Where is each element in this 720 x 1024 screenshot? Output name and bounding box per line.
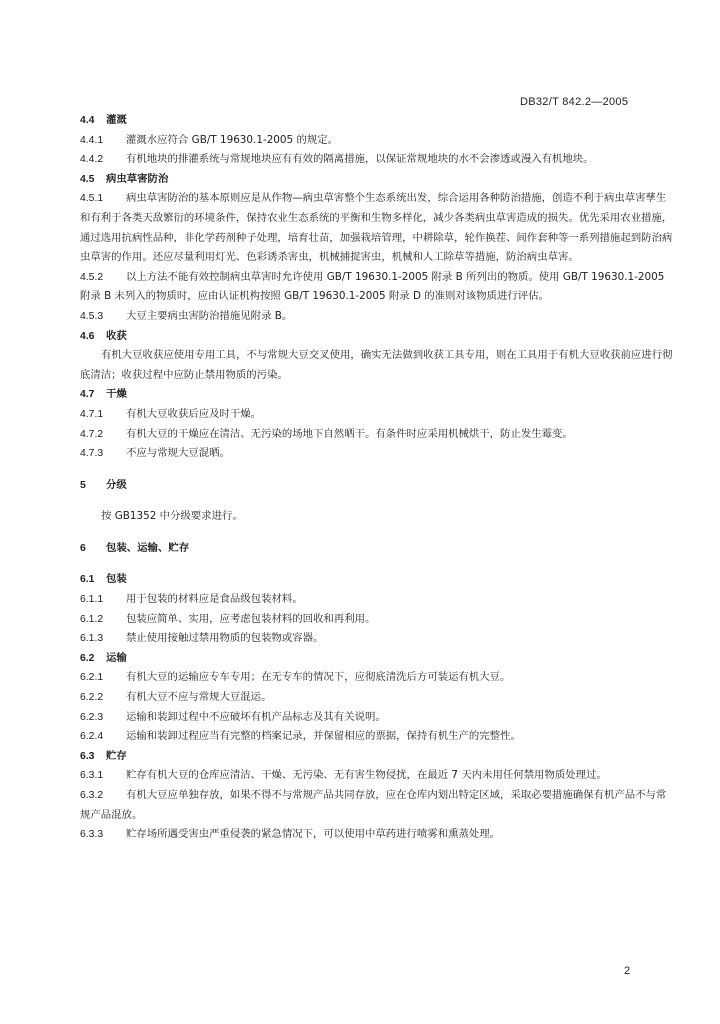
clause: [80, 786, 674, 825]
clause: [80, 590, 674, 610]
clause: [80, 629, 674, 649]
clause-number: 4.7.2: [80, 428, 104, 440]
clause-number: 4.5.2: [80, 271, 104, 283]
document-body: [80, 111, 674, 845]
clause-number: 6.1.1: [80, 594, 104, 606]
paragraph: 有机大豆收获应使用专用工具，不与常规大豆交叉使用，确实无法做到收获工具专用，则在工具用于有机大豆收获前应进行彻底清洁；收获过程中应防止禁用物质的污染。: [80, 349, 673, 381]
spacer: [80, 495, 674, 507]
section-title: 分级: [106, 478, 127, 491]
clause: [80, 131, 674, 151]
section-title: 包装: [106, 573, 127, 586]
clause-number: 4.4.2: [80, 154, 104, 166]
section-title: 干燥: [106, 388, 127, 401]
clause-number: 4.7.3: [80, 448, 104, 460]
clause: [80, 727, 674, 747]
clause-number: 6.2.1: [80, 672, 104, 684]
clause: [80, 425, 674, 445]
clause-text: 有机大豆的运输应专车专用；在无专车的情况下，应彻底清洗后方可装运有机大豆。: [126, 671, 511, 684]
clause: [80, 610, 674, 630]
clause: [80, 405, 674, 425]
section-heading: [80, 385, 674, 405]
clause: [80, 688, 674, 708]
clause: [80, 668, 674, 688]
clause-text: 用于包装的材料应是食品级包装材料。: [126, 593, 303, 606]
clause-text: 有机大豆的干燥应在清洁、无污染的场地下自然晒干。有条件时应采用机械烘干，防止发生霉变。: [126, 427, 573, 440]
clause-text: 不应与常规大豆混晒。: [126, 447, 230, 460]
clause-text: 有机大豆不应与常规大豆混运。: [126, 691, 272, 704]
clause: [80, 766, 674, 786]
section-title: 运输: [106, 651, 127, 664]
section-heading: [80, 476, 674, 496]
section-heading: [80, 327, 674, 347]
page-number: 2: [624, 965, 631, 977]
clause-number: 6.2.3: [80, 711, 104, 723]
clause-number: 4.7: [80, 389, 95, 401]
section-heading: [80, 649, 674, 669]
clause-text: 包装应简单、实用，应考虑包装材料的回收和再利用。: [126, 612, 376, 625]
spacer: [80, 527, 674, 539]
section-heading: [80, 170, 674, 190]
clause-text: 贮存有机大豆的仓库应清洁、干燥、无污染、无有害生物侵扰，在最近 7 天内未用任何禁用物质处理过。: [126, 769, 607, 782]
clause-number: 6.2: [80, 652, 95, 664]
section-title: 贮存: [106, 749, 127, 762]
clause-number: 4.5.1: [80, 193, 104, 205]
clause-text: 有机大豆应单独存放，如果不得不与常规产品共同存放，应在仓库内划出特定区域，采取必要措施确保有机产品不与常规产品混放。: [80, 789, 667, 821]
clause-number: 5: [80, 479, 86, 491]
section-heading: [80, 747, 674, 767]
spacer: [80, 558, 674, 570]
clause-text: 有机大豆收获后应及时干燥。: [126, 407, 262, 420]
clause-number: 6: [80, 542, 86, 554]
clause: [80, 268, 674, 307]
clause-number: 6.1: [80, 574, 95, 586]
clause-number: 6.3.3: [80, 829, 104, 841]
section-title: 病虫草害防治: [106, 172, 169, 185]
clause-number: 4.4.1: [80, 134, 104, 146]
clause-text: 以上方法不能有效控制病虫草害时允许使用 GB/T 19630.1-2005 附录 B 所列出的物质。使用 GB/T 19630.1-2005 附录 B 未列入的物质时，应由认证机构按照 GB/T 19630.1-2005 附录 D 的准则对该物质进行评估。: [80, 270, 665, 303]
clause-number: 6.3.2: [80, 790, 104, 801]
clause-text: 大豆主要病虫害防治措施见附录 B。: [126, 309, 293, 322]
clause: [80, 708, 674, 728]
section-title: 包装、运输、贮存: [106, 541, 190, 554]
clause-number: 4.6: [80, 330, 95, 342]
clause: [80, 825, 674, 845]
clause-number: 4.5.3: [80, 310, 104, 322]
clause-number: 4.5: [80, 173, 95, 185]
clause-number: 6.2.4: [80, 731, 104, 743]
clause-number: 6.3: [80, 750, 95, 762]
paragraph: 按 GB1352 中分级要求进行。: [101, 510, 243, 523]
clause-number: 6.2.2: [80, 692, 104, 704]
section-title: 灌溉: [106, 114, 127, 126]
clause-text: 病虫草害防治的基本原则应是从作物—病虫草害整个生态系统出发，综合运用各种防治措施，创造不利于病虫草害孳生和有利于各类天敌繁衍的环境条件，保持农业生态系统的平衡和生物多样化，减少各类病虫草害造成的损失。优先采用农业措施，通过选用抗病性品种，非化学药剂种子处理，培育壮苗，加强栽培管理，中耕除草，轮作换茬、间作套种等一系列措施起到防治病虫草害的作用。还应尽量利用灯光、色彩诱杀害虫，机械捕捉害虫，机械和人工除草等措施，防治病虫草害。: [80, 192, 673, 264]
clause: [80, 444, 674, 464]
clause-text: 禁止使用接触过禁用物质的包装物或容器。: [126, 632, 324, 645]
clause: [80, 150, 674, 170]
clause-text: 有机地块的排灌系统与常规地块应有有效的隔离措施，以保证常规地块的水不会渗透或漫入有机地块。: [126, 153, 594, 166]
clause-text: 贮存场所遇受害虫严重侵袭的紧急情况下，可以使用中草药进行喷雾和熏蒸处理。: [126, 828, 501, 841]
section-heading: [80, 111, 674, 131]
spacer: [80, 464, 674, 476]
clause-text: 灌溉水应符合 GB/T 19630.1-2005 的规定。: [126, 133, 339, 146]
clause-number: 4.7.1: [80, 408, 104, 420]
section-heading: [80, 570, 674, 590]
clause-number: 6.3.1: [80, 770, 104, 782]
clause-text: 运输和装卸过程中不应破坏有机产品标志及其有关说明。: [126, 710, 386, 723]
clause: [80, 189, 674, 267]
section-heading: [80, 539, 674, 559]
clause: [80, 307, 674, 327]
section-title: 收获: [106, 329, 127, 342]
clause-number: 4.4: [80, 115, 95, 126]
clause-number: 6.1.3: [80, 633, 104, 645]
clause-text: 运输和装卸过程应当有完整的档案记录，并保留相应的票据，保持有机生产的完整性。: [126, 730, 521, 743]
document-code: DB32/T 842.2—2005: [520, 96, 629, 108]
clause-number: 6.1.2: [80, 613, 104, 625]
